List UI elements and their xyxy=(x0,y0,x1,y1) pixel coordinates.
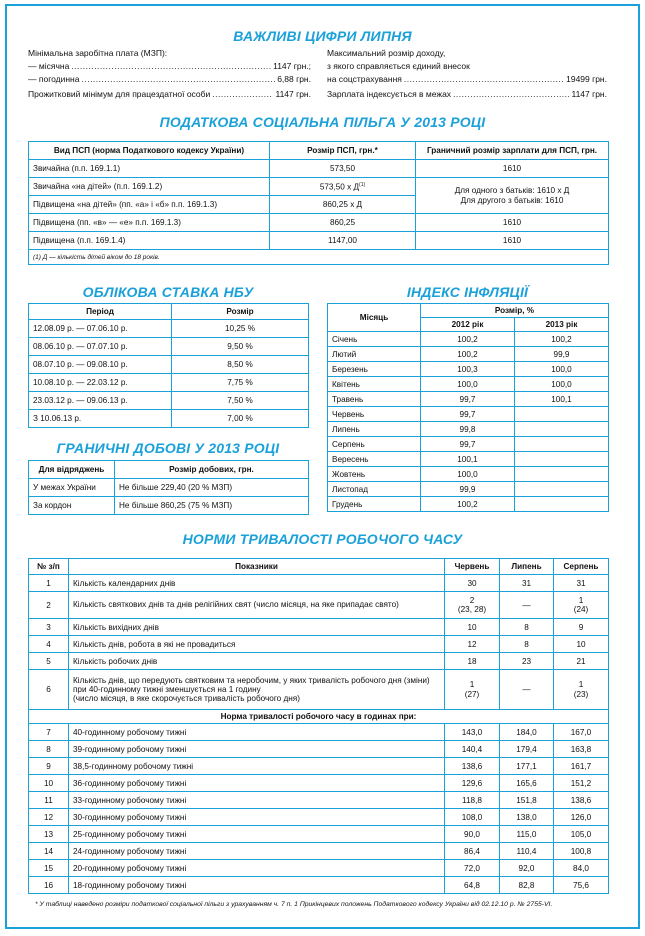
table-row xyxy=(29,792,609,809)
max-income: на соцстрахування ..... 19499 грн. xyxy=(327,74,607,84)
table-row xyxy=(29,877,609,894)
norms-header-num: № з/п xyxy=(29,559,69,575)
table-row xyxy=(29,619,609,636)
inflation-month: Вересень xyxy=(328,452,421,467)
table-row xyxy=(29,479,309,497)
table-row xyxy=(29,374,309,392)
table-row xyxy=(328,422,609,437)
norms-july: 179,4 xyxy=(500,741,554,758)
norms-july: 115,0 xyxy=(500,826,554,843)
norms-june: 118,8 xyxy=(445,792,500,809)
psp-table xyxy=(28,141,609,265)
norms-june: 2 (23, 28) xyxy=(445,592,500,619)
inflation-2013: 100,2 xyxy=(515,332,609,347)
inflation-2012: 100,0 xyxy=(421,467,515,482)
psp-type: Підвищена (п.п. 169.1.4) xyxy=(29,232,270,250)
norms-june: 129,6 xyxy=(445,775,500,792)
nbu-period: З 10.06.13 р. xyxy=(29,410,172,428)
norms-august: 1 (24) xyxy=(554,592,609,619)
psp-size: 573,50 xyxy=(270,160,416,178)
inflation-2013: 99,9 xyxy=(515,347,609,362)
norms-june: 90,0 xyxy=(445,826,500,843)
norms-num: 4 xyxy=(29,636,69,653)
norms-august: 161,7 xyxy=(554,758,609,775)
nbu-period: 12.08.09 р. — 07.06.10 р. xyxy=(29,320,172,338)
min-wage-monthly: — місячна ..... 1147 грн.; xyxy=(28,61,311,71)
psp-note-row xyxy=(29,250,609,265)
inflation-2013: 100,1 xyxy=(515,392,609,407)
norms-august: 9 xyxy=(554,619,609,636)
table-row xyxy=(29,392,309,410)
daily-size: Не більше 860,25 (75 % МЗП) xyxy=(115,497,309,515)
inflation-2012: 100,2 xyxy=(421,347,515,362)
min-wage-hourly: — погодинна ..... 6,88 грн. xyxy=(28,74,311,84)
inflation-2012: 99,8 xyxy=(421,422,515,437)
norms-indicator: 20-годинному робочому тижні xyxy=(69,860,445,877)
indexation-limit: Зарплата індексується в межах ..... 1147 грн. xyxy=(327,89,607,99)
daily-trip: У межах України xyxy=(29,479,115,497)
norms-indicator: Кількість святкових днів та днів релігійних свят (число місяця, на яке припадає свято) xyxy=(69,592,445,619)
table-row xyxy=(29,592,609,619)
inflation-month: Січень xyxy=(328,332,421,347)
norms-indicator: 39-годинному робочому тижні xyxy=(69,741,445,758)
norms-num: 3 xyxy=(29,619,69,636)
norms-june: 12 xyxy=(445,636,500,653)
table-row xyxy=(29,636,609,653)
psp-type: Звичайна «на дітей» (п.п. 169.1.2) xyxy=(29,178,270,196)
norms-august: 21 xyxy=(554,653,609,670)
norms-july: 184,0 xyxy=(500,724,554,741)
psp-header-size: Розмір ПСП, грн.* xyxy=(270,142,416,160)
norms-num: 9 xyxy=(29,758,69,775)
psp-header-row xyxy=(29,142,609,160)
daily-trip: За кордон xyxy=(29,497,115,515)
inflation-2012: 99,7 xyxy=(421,407,515,422)
norms-num: 11 xyxy=(29,792,69,809)
table-row xyxy=(29,160,609,178)
daily-size: Не більше 229,40 (20 % МЗП) xyxy=(115,479,309,497)
norms-august: 10 xyxy=(554,636,609,653)
inflation-2012: 100,0 xyxy=(421,377,515,392)
inflation-2013 xyxy=(515,437,609,452)
inflation-2012: 99,7 xyxy=(421,392,515,407)
inflation-2013 xyxy=(515,422,609,437)
inflation-title: ІНДЕКС ІНФЛЯЦІЇ xyxy=(406,284,529,300)
table-row xyxy=(29,232,609,250)
norms-num: 15 xyxy=(29,860,69,877)
norms-july: 138,0 xyxy=(500,809,554,826)
norms-august: 1 (23) xyxy=(554,670,609,710)
daily-table xyxy=(28,460,309,515)
important-left-head: Мінімальна заробітна плата (МЗП): xyxy=(28,48,168,58)
psp-size: 860,25 xyxy=(270,214,416,232)
norms-august: 138,6 xyxy=(554,792,609,809)
table-row xyxy=(29,809,609,826)
daily-header-trip: Для відряджень xyxy=(29,461,115,479)
important-title: ВАЖЛИВІ ЦИФРИ ЛИПНЯ xyxy=(233,28,412,44)
norms-num: 2 xyxy=(29,592,69,619)
psp-limit: 1610 xyxy=(416,214,609,232)
norms-june: 30 xyxy=(445,575,500,592)
norms-table xyxy=(28,558,609,894)
norms-july: 82,8 xyxy=(500,877,554,894)
table-row xyxy=(29,741,609,758)
norms-indicator: 33-годинному робочому тижні xyxy=(69,792,445,809)
norms-indicator: 18-годинному робочому тижні xyxy=(69,877,445,894)
inflation-2013 xyxy=(515,467,609,482)
norms-num: 16 xyxy=(29,877,69,894)
norms-indicator: 30-годинному робочому тижні xyxy=(69,809,445,826)
norms-july: — xyxy=(500,670,554,710)
norms-august: 31 xyxy=(554,575,609,592)
nbu-rate: 7,75 % xyxy=(172,374,309,392)
inflation-2012: 100,3 xyxy=(421,362,515,377)
norms-july: 165,6 xyxy=(500,775,554,792)
inflation-month: Лютий xyxy=(328,347,421,362)
important-right-head-1: Максимальний розмір доходу, xyxy=(327,48,446,58)
table-row xyxy=(328,407,609,422)
inflation-2013: 100,0 xyxy=(515,377,609,392)
norms-num: 13 xyxy=(29,826,69,843)
norms-july: 92,0 xyxy=(500,860,554,877)
inflation-month: Червень xyxy=(328,407,421,422)
norms-august: 100,8 xyxy=(554,843,609,860)
psp-type: Підвищена (пп. «в» — «е» п.п. 169.1.3) xyxy=(29,214,270,232)
norms-june: 108,0 xyxy=(445,809,500,826)
table-row xyxy=(29,575,609,592)
inflation-header-2012: 2012 рік xyxy=(421,318,515,332)
nbu-period: 23.03.12 р. — 09.06.13 р. xyxy=(29,392,172,410)
table-row xyxy=(29,843,609,860)
norms-title: НОРМИ ТРИВАЛОСТІ РОБОЧОГО ЧАСУ xyxy=(182,531,463,547)
norms-indicator: 25-годинному робочому тижні xyxy=(69,826,445,843)
psp-merged-limit: Для одного з батьків: 1610 х Д Для другого з батьків: 1610 xyxy=(416,178,609,214)
table-row xyxy=(328,347,609,362)
inflation-2012: 99,7 xyxy=(421,437,515,452)
inflation-2013: 100,0 xyxy=(515,362,609,377)
inflation-2013 xyxy=(515,452,609,467)
table-row xyxy=(29,214,609,232)
table-row xyxy=(328,377,609,392)
psp-header-type: Вид ПСП (норма Податкового кодексу України) xyxy=(29,142,270,160)
norms-num: 6 xyxy=(29,670,69,710)
norms-june: 64,8 xyxy=(445,877,500,894)
norms-num: 7 xyxy=(29,724,69,741)
norms-header-june: Червень xyxy=(445,559,500,575)
norms-num: 14 xyxy=(29,843,69,860)
inflation-month: Листопад xyxy=(328,482,421,497)
psp-size: 1147,00 xyxy=(270,232,416,250)
norms-june: 138,6 xyxy=(445,758,500,775)
table-row xyxy=(29,860,609,877)
psp-title: ПОДАТКОВА СОЦІАЛЬНА ПІЛЬГА У 2013 РОЦІ xyxy=(159,114,486,130)
table-row xyxy=(29,320,309,338)
inflation-header-size: Розмір, % xyxy=(421,304,609,318)
norms-indicator: 40-годинному робочому тижні xyxy=(69,724,445,741)
norms-subheader: Норма тривалості робочого часу в годинах при: xyxy=(29,710,609,724)
table-row xyxy=(29,497,309,515)
norms-june: 10 xyxy=(445,619,500,636)
psp-type: Звичайна (п.п. 169.1.1) xyxy=(29,160,270,178)
nbu-period: 08.07.10 р. — 09.08.10 р. xyxy=(29,356,172,374)
inflation-header-month: Місяць xyxy=(328,304,421,332)
table-row xyxy=(29,338,309,356)
table-row xyxy=(328,467,609,482)
norms-header-july: Липень xyxy=(500,559,554,575)
inflation-month: Липень xyxy=(328,422,421,437)
inflation-month: Жовтень xyxy=(328,467,421,482)
inflation-month: Серпень xyxy=(328,437,421,452)
norms-july: 177,1 xyxy=(500,758,554,775)
norms-indicator: 38,5-годинному робочому тижні xyxy=(69,758,445,775)
table-row xyxy=(29,356,309,374)
norms-june: 140,4 xyxy=(445,741,500,758)
table-row xyxy=(29,410,309,428)
table-row xyxy=(29,758,609,775)
nbu-header-rate: Розмір xyxy=(172,304,309,320)
norms-header-indicator: Показники xyxy=(69,559,445,575)
norms-num: 10 xyxy=(29,775,69,792)
norms-august: 105,0 xyxy=(554,826,609,843)
table-row xyxy=(328,437,609,452)
norms-july: 151,8 xyxy=(500,792,554,809)
norms-june: 1 (27) xyxy=(445,670,500,710)
nbu-table xyxy=(28,303,309,428)
inflation-header-2013: 2013 рік xyxy=(515,318,609,332)
table-row xyxy=(29,775,609,792)
inflation-2012: 100,1 xyxy=(421,452,515,467)
norms-july: 110,4 xyxy=(500,843,554,860)
norms-indicator: Кількість днів, робота в які не провадиться xyxy=(69,636,445,653)
norms-indicator: Кількість робочих днів xyxy=(69,653,445,670)
norms-indicator: Кількість вихідних днів xyxy=(69,619,445,636)
nbu-rate: 8,50 % xyxy=(172,356,309,374)
psp-limit: 1610 xyxy=(416,160,609,178)
table-row xyxy=(328,482,609,497)
norms-indicator: Кількість календарних днів xyxy=(69,575,445,592)
norms-june: 72,0 xyxy=(445,860,500,877)
table-row xyxy=(328,497,609,512)
norms-august: 75,6 xyxy=(554,877,609,894)
norms-indicator: Кількість днів, що передують святковим та неробочим, у яких тривалість робочого дня (зміни) при 40-годинному тижні зменшується на 1 годину (число місяця, в яке скорочується тривалість робочого дня) xyxy=(69,670,445,710)
table-row xyxy=(29,724,609,741)
nbu-rate: 7,00 % xyxy=(172,410,309,428)
norms-july: — xyxy=(500,592,554,619)
norms-num: 12 xyxy=(29,809,69,826)
nbu-header-period: Період xyxy=(29,304,172,320)
inflation-month: Квітень xyxy=(328,377,421,392)
table-row xyxy=(328,452,609,467)
subsistence-minimum: Прожитковий мінімум для працездатної особи ..... 1147 грн. xyxy=(28,89,311,99)
table-row xyxy=(29,670,609,710)
table-row xyxy=(328,332,609,347)
inflation-month: Травень xyxy=(328,392,421,407)
norms-august: 167,0 xyxy=(554,724,609,741)
inflation-month: Березень xyxy=(328,362,421,377)
table-row xyxy=(29,826,609,843)
inflation-2013 xyxy=(515,497,609,512)
nbu-period: 10.08.10 р. — 22.03.12 р. xyxy=(29,374,172,392)
nbu-title: ОБЛІКОВА СТАВКА НБУ xyxy=(82,284,254,300)
psp-size: 860,25 х Д xyxy=(270,196,416,214)
norms-july: 23 xyxy=(500,653,554,670)
psp-note: (1) Д — кількість дітей віком до 18 років. xyxy=(29,250,609,265)
norms-header-august: Серпень xyxy=(554,559,609,575)
daily-header-size: Розмір добових, грн. xyxy=(115,461,309,479)
psp-size: 573,50 х $Д^{(1)}$ xyxy=(270,178,416,196)
norms-august: 126,0 xyxy=(554,809,609,826)
table-row xyxy=(328,392,609,407)
inflation-table xyxy=(327,303,609,512)
psp-limit: 1610 xyxy=(416,232,609,250)
norms-june: 143,0 xyxy=(445,724,500,741)
norms-indicator: 36-годинному робочому тижні xyxy=(69,775,445,792)
norms-july: 8 xyxy=(500,619,554,636)
norms-indicator: 24-годинному робочому тижні xyxy=(69,843,445,860)
nbu-period: 08.06.10 р. — 07.07.10 р. xyxy=(29,338,172,356)
important-right-head-2: з якого справляється єдиний внесок xyxy=(327,61,470,71)
norms-num: 1 xyxy=(29,575,69,592)
inflation-month: Грудень xyxy=(328,497,421,512)
norms-july: 31 xyxy=(500,575,554,592)
norms-august: 163,8 xyxy=(554,741,609,758)
norms-num: 5 xyxy=(29,653,69,670)
norms-num: 8 xyxy=(29,741,69,758)
psp-header-limit: Граничний розмір зарплати для ПСП, грн. xyxy=(416,142,609,160)
norms-august: 151,2 xyxy=(554,775,609,792)
norms-june: 86,4 xyxy=(445,843,500,860)
inflation-2013 xyxy=(515,407,609,422)
footnote: * У таблиці наведено розміри податкової соціальної пільги з урахуванням ч. 7 п. 1 Прикінцевих положень Податкового кодексу України від 02.12.10 р. № 2755-VI. xyxy=(35,901,553,908)
table-row xyxy=(29,178,609,196)
inflation-2012: 100,2 xyxy=(421,332,515,347)
table-row xyxy=(29,653,609,670)
inflation-2013 xyxy=(515,482,609,497)
nbu-rate: 10,25 % xyxy=(172,320,309,338)
inflation-2012: 100,2 xyxy=(421,497,515,512)
inflation-2012: 99,9 xyxy=(421,482,515,497)
nbu-rate: 9,50 % xyxy=(172,338,309,356)
nbu-rate: 7,50 % xyxy=(172,392,309,410)
norms-july: 8 xyxy=(500,636,554,653)
psp-type: Підвищена «на дітей» (пп. «а» і «б» п.п. 169.1.3) xyxy=(29,196,270,214)
table-row xyxy=(328,362,609,377)
norms-june: 18 xyxy=(445,653,500,670)
norms-august: 84,0 xyxy=(554,860,609,877)
daily-title: ГРАНИЧНІ ДОБОВІ У 2013 РОЦІ xyxy=(56,440,280,456)
